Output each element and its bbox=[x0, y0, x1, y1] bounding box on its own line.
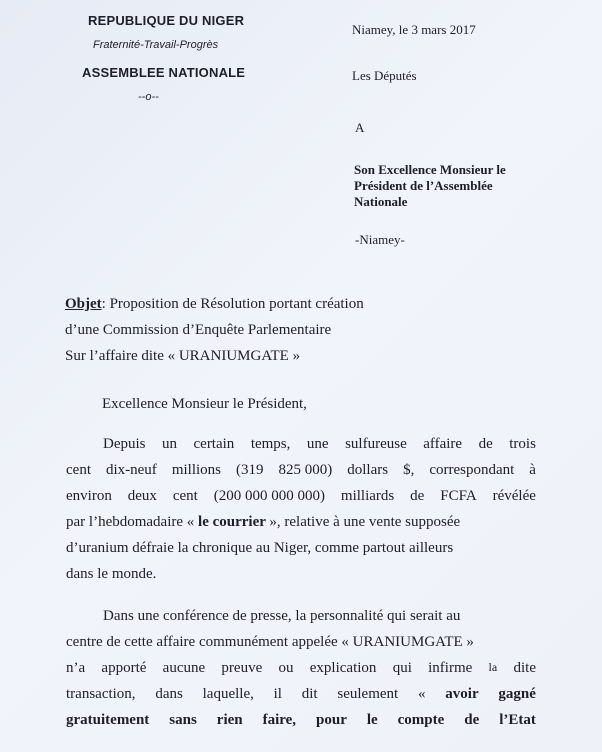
para1-l4-post: », relative à une vente supposée bbox=[269, 514, 461, 530]
word: de bbox=[464, 712, 480, 728]
word: correspondant bbox=[429, 462, 515, 478]
para2-line-3 bbox=[66, 660, 536, 677]
para1-line-6: dans le monde. bbox=[66, 566, 157, 582]
para1-l4-pre: par l’hebdomadaire bbox=[66, 514, 187, 530]
word: gratuitement bbox=[66, 712, 150, 728]
word: faire, bbox=[262, 712, 297, 728]
recipient-city: -Niamey- bbox=[355, 232, 405, 247]
word: affaire bbox=[423, 436, 463, 452]
word: transaction, bbox=[66, 686, 136, 702]
word: millions bbox=[171, 462, 221, 478]
word: à bbox=[529, 462, 536, 478]
word: n’a bbox=[66, 660, 86, 676]
word: de bbox=[410, 488, 425, 504]
word: dollars bbox=[347, 462, 389, 478]
word: un bbox=[162, 436, 177, 452]
word: dans bbox=[155, 686, 183, 702]
word: dit bbox=[301, 686, 318, 702]
word: une bbox=[306, 436, 329, 452]
header-motto: Fraternité-Travail-Progrès bbox=[93, 39, 219, 51]
word: gagné bbox=[498, 686, 536, 702]
word: l’Etat bbox=[499, 712, 536, 728]
word: temps, bbox=[250, 436, 291, 452]
word: $, bbox=[403, 462, 415, 478]
word: infirme bbox=[428, 660, 473, 676]
word: avoir bbox=[445, 686, 479, 702]
word: cent bbox=[172, 488, 198, 504]
recipient-line-1: Son Excellence Monsieur le bbox=[354, 162, 506, 177]
word: la bbox=[488, 660, 498, 674]
para1-line-3 bbox=[66, 488, 536, 505]
para1-line-2 bbox=[66, 462, 536, 479]
word: (319 bbox=[236, 462, 264, 478]
header-republic: REPUBLIQUE DU NIGER bbox=[88, 13, 245, 28]
word: révélée bbox=[492, 488, 536, 504]
para1-line-5: d’uranium défraie la chronique au Niger, comme partout ailleurs bbox=[66, 540, 454, 556]
objet-label: Objet bbox=[65, 296, 102, 312]
word: preuve bbox=[221, 660, 263, 676]
recipient-line-3: Nationale bbox=[354, 194, 408, 209]
word: seulement bbox=[337, 686, 399, 702]
header-assembly: ASSEMBLEE NATIONALE bbox=[82, 65, 246, 80]
word: dite bbox=[513, 660, 536, 676]
word: sans bbox=[169, 712, 197, 728]
word: de bbox=[478, 436, 493, 452]
word: ou bbox=[278, 660, 294, 676]
objet-line-2: d’une Commission d’Enquête Parlementaire bbox=[65, 322, 332, 338]
word: Depuis bbox=[103, 436, 146, 452]
word: laquelle, bbox=[202, 686, 254, 702]
word: cent bbox=[66, 462, 91, 478]
word: aucune bbox=[162, 660, 206, 676]
para2-line-2: centre de cette affaire communément appelée « URANIUMGATE » bbox=[66, 634, 474, 650]
para2-line-4 bbox=[66, 686, 536, 703]
para1-line-4 bbox=[66, 514, 460, 531]
para2-line-1: Dans une conférence de presse, la personnalité qui serait au bbox=[103, 608, 461, 624]
para1-line-1 bbox=[103, 436, 536, 453]
word: apporté bbox=[101, 660, 147, 676]
word: trois bbox=[509, 436, 536, 452]
word: deux bbox=[127, 488, 157, 504]
word: « bbox=[418, 686, 426, 702]
to-marker: A bbox=[355, 120, 365, 135]
objet-text-1: Proposition de Résolution portant création bbox=[109, 296, 364, 312]
word: sulfureuse bbox=[345, 436, 407, 452]
word: 825 000) bbox=[278, 462, 333, 478]
word: qui bbox=[392, 660, 412, 676]
sender: Les Députés bbox=[352, 68, 417, 83]
place-date: Niamey, le 3 mars 2017 bbox=[352, 22, 476, 37]
word: rien bbox=[216, 712, 243, 728]
objet-line-1 bbox=[65, 296, 364, 313]
objet-line-3: Sur l’affaire dite « URANIUMGATE » bbox=[65, 348, 301, 364]
word: (200 000 000 000) bbox=[213, 488, 325, 504]
word: explication bbox=[309, 660, 377, 676]
recipient-line-2: Président de l’Assemblée bbox=[354, 178, 493, 193]
word: il bbox=[273, 686, 282, 702]
para1-l4-quote: « bbox=[186, 514, 195, 530]
word: compte bbox=[397, 712, 445, 728]
word: FCFA bbox=[440, 488, 477, 504]
word: dix-neuf bbox=[105, 462, 157, 478]
word: pour bbox=[316, 712, 347, 728]
word: milliards bbox=[340, 488, 395, 504]
word: environ bbox=[66, 488, 112, 504]
newspaper-name: le courrier bbox=[194, 514, 270, 530]
para2-line-5 bbox=[66, 712, 536, 729]
word: le bbox=[366, 712, 378, 728]
salutation: Excellence Monsieur le Président, bbox=[102, 396, 307, 412]
header-separator: --o-- bbox=[138, 91, 159, 103]
word: certain bbox=[193, 436, 235, 452]
objet-colon: : bbox=[101, 296, 106, 312]
